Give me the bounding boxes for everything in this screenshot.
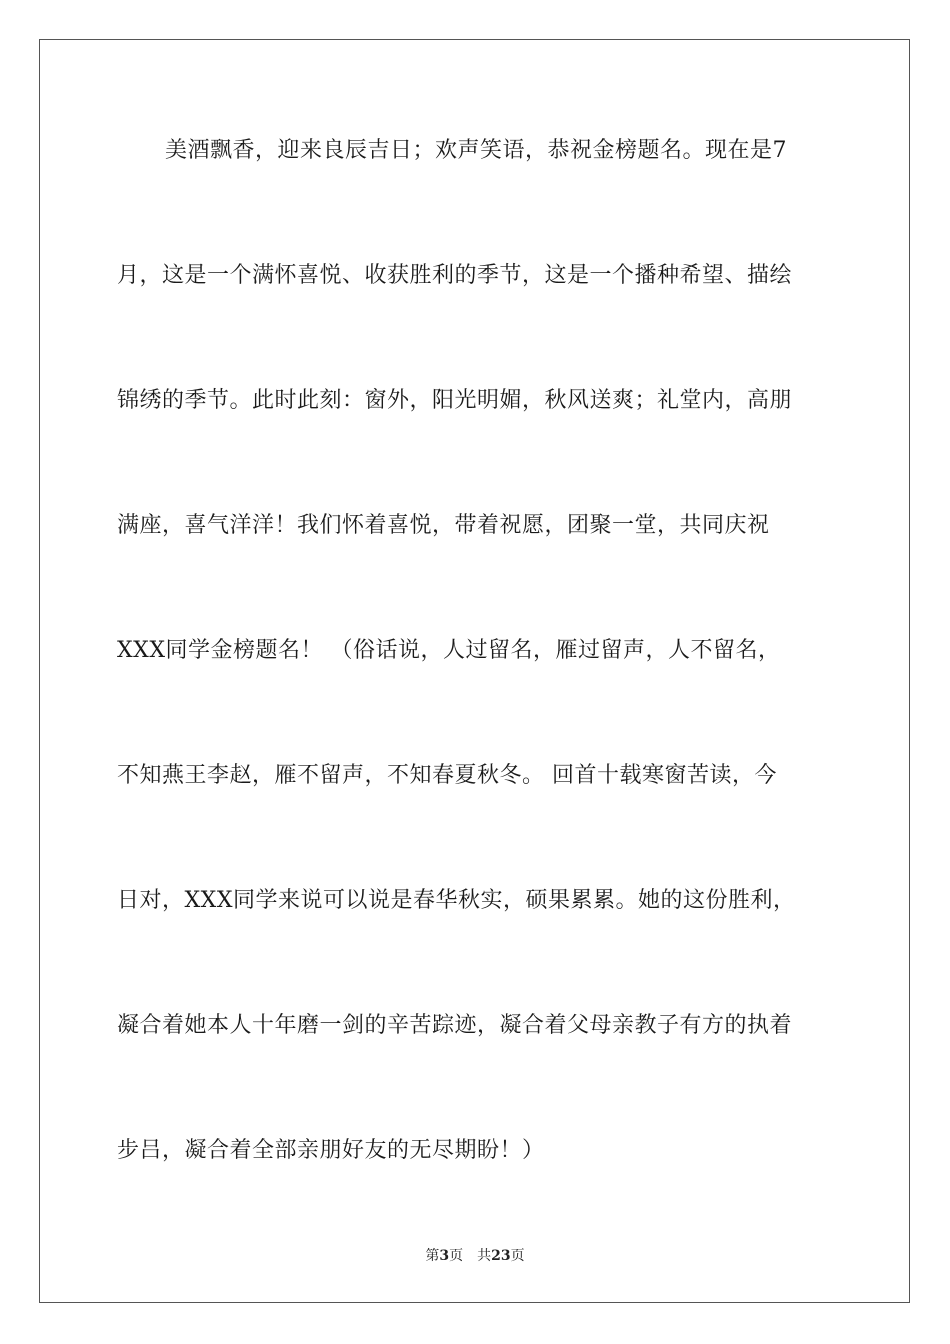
paragraph-line: 日对，XXX同学来说可以说是春华秋实，硕果累累。她的这份胜利， bbox=[117, 888, 796, 913]
paragraph-line: 美酒飘香，迎来良辰吉日；欢声笑语，恭祝金榜题名。现在是7 bbox=[165, 138, 787, 163]
page-border bbox=[39, 39, 910, 1303]
page-suffix: 页 bbox=[449, 1248, 464, 1264]
total-prefix: 共 bbox=[477, 1248, 492, 1264]
page-prefix: 第 bbox=[425, 1248, 440, 1264]
paragraph-line: 锦绣的季节。此时此刻：窗外，阳光明媚，秋风送爽；礼堂内，高朋 bbox=[117, 388, 793, 413]
page-footer bbox=[0, 1247, 950, 1265]
paragraph-line: 月，这是一个满怀喜悦、收获胜利的季节，这是一个播种希望、描绘 bbox=[117, 263, 793, 288]
paragraph-line: 满座，喜气洋洋！我们怀着喜悦，带着祝愿，团聚一堂，共同庆祝 bbox=[117, 513, 770, 538]
page-number: 3 bbox=[439, 1248, 450, 1264]
paragraph-line: 不知燕王李赵，雁不留声，不知春夏秋冬。 回首十载寒窗苦读，今 bbox=[117, 763, 777, 788]
paragraph-line: 步吕，凝合着全部亲朋好友的无尽期盼！） bbox=[117, 1138, 545, 1163]
paragraph-line: 凝合着她本人十年磨一剑的辛苦踪迹，凝合着父母亲教子有方的执着 bbox=[117, 1013, 793, 1038]
total-pages: 23 bbox=[491, 1248, 511, 1264]
total-suffix: 页 bbox=[510, 1248, 525, 1264]
paragraph-line: XXX同学金榜题名！ （俗话说，人过留名，雁过留声，人不留名， bbox=[117, 638, 781, 663]
